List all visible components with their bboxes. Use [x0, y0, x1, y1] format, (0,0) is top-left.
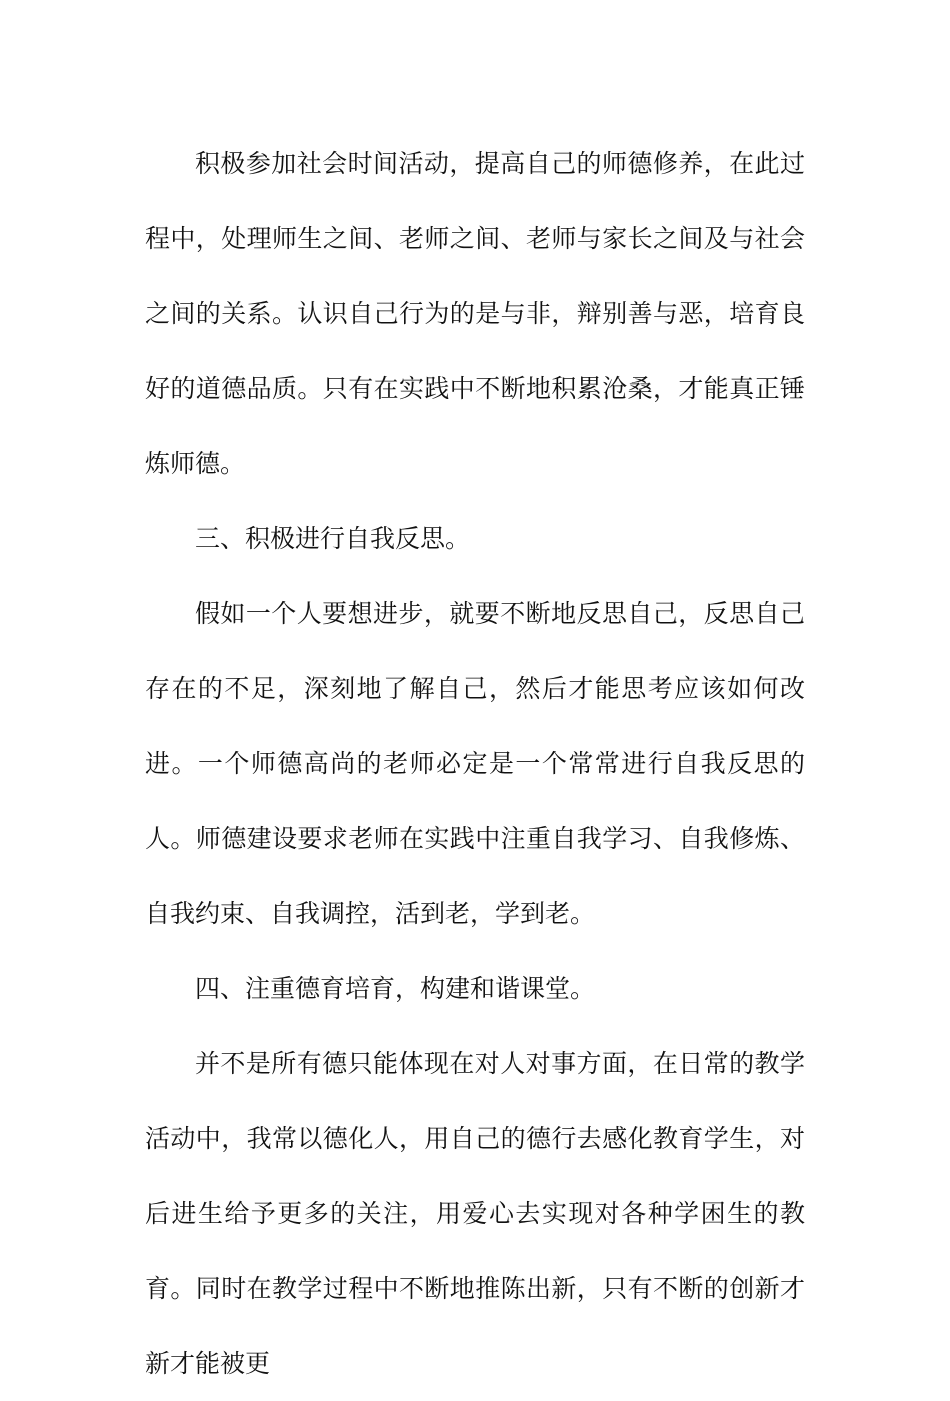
paragraph-self-reflection: 假如一个人要想进步，就要不断地反思自己，反思自己存在的不足，深刻地了解自己，然后才能思考应该如何改进。一个师德高尚的老师必定是一个常常进行自我反思的人。师德建设要求老师在实践中注重自我学习、自我修炼、自我约束、自我调控，活到老，学到老。	[145, 599, 805, 928]
document-page	[145, 126, 805, 1401]
paragraph-practice: 积极参加社会时间活动，提高自己的师德修养，在此过程中，处理师生之间、老师之间、老师与家长之间及与社会之间的关系。认识自己行为的是与非，辩别善与恶，培育良好的道德品质。只有在实践中不断地积累沧桑，才能真正锤炼师德。	[145, 149, 805, 478]
paragraph-moral-education: 并不是所有德只能体现在对人对事方面，在日常的教学活动中，我常以德化人，用自己的德行去感化教育学生，对后进生给予更多的关注，用爱心去实现对各种学困生的教育。同时在教学过程中不断地推陈出新，只有不断的创新才新才能被更	[145, 1049, 805, 1378]
heading-self-reflection: 三、积极进行自我反思。	[195, 524, 471, 553]
heading-moral-education: 四、注重德育培育，构建和谐课堂。	[195, 974, 596, 1003]
